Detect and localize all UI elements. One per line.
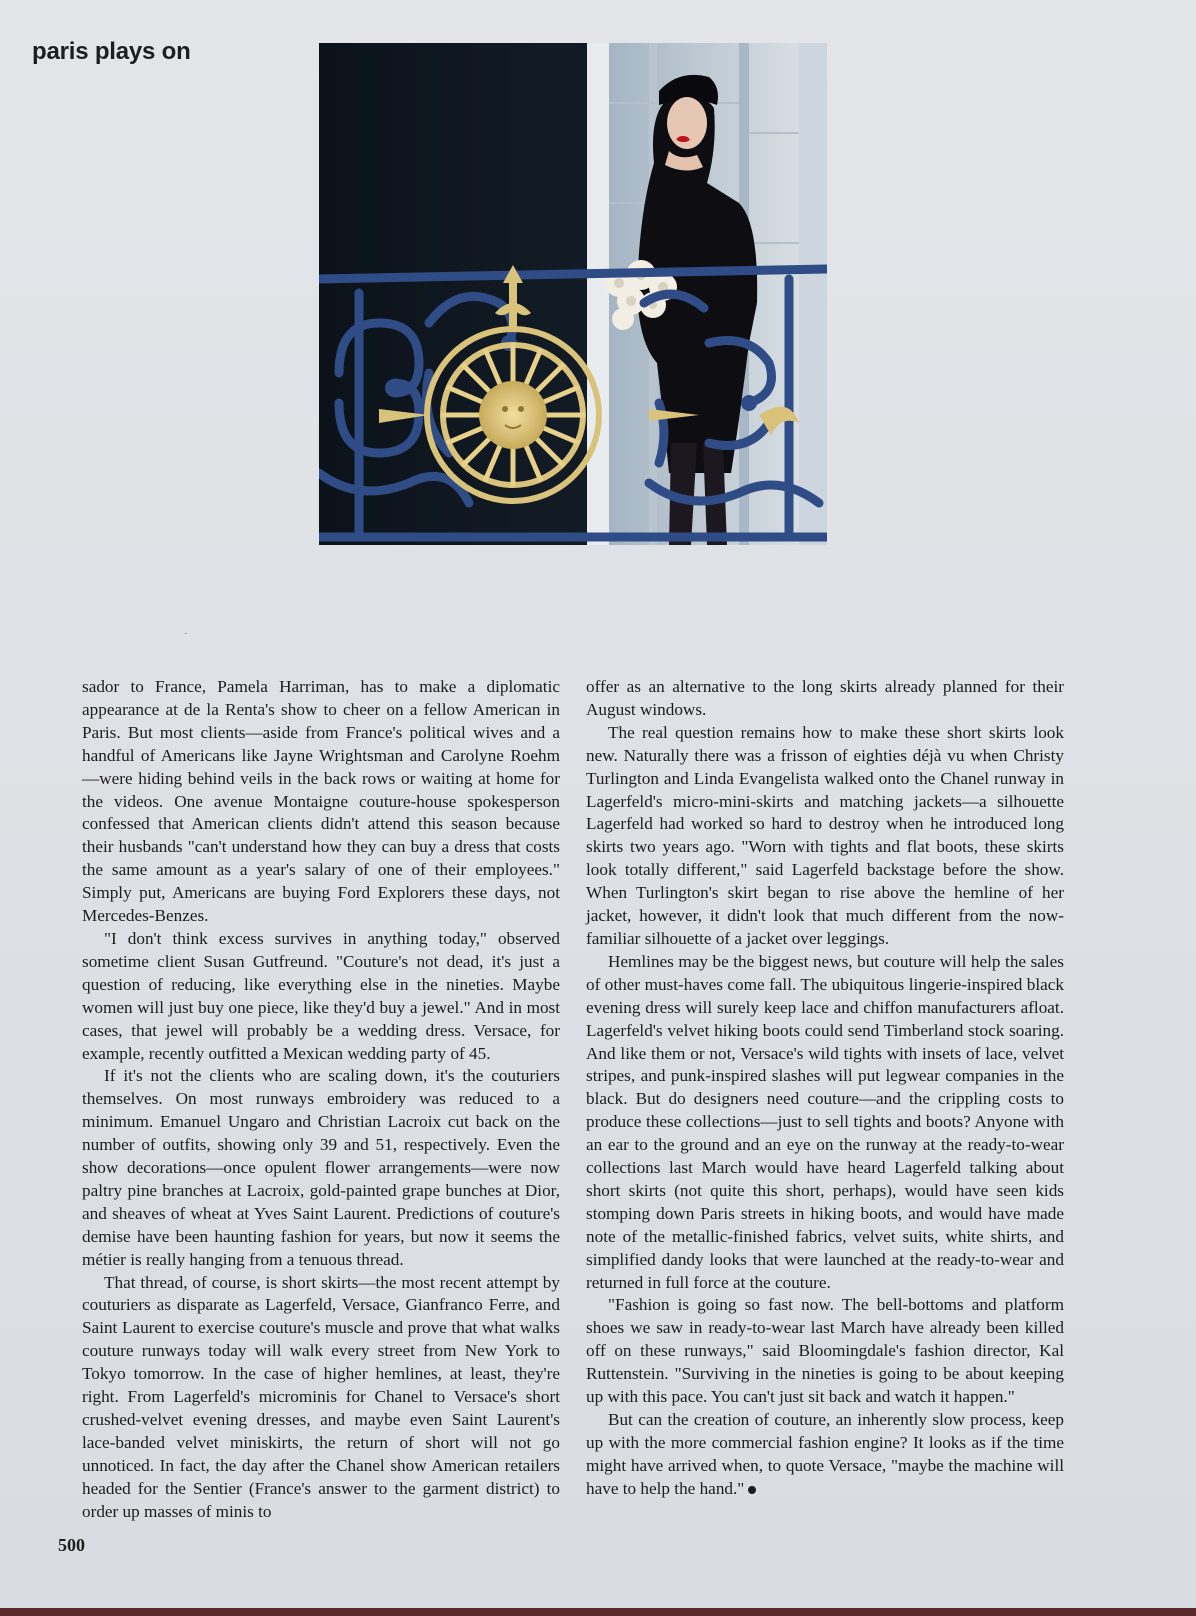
article-column-left (82, 676, 560, 1524)
paragraph: sador to France, Pamela Harriman, has to make a diplomatic appearance at de la Renta's show to cheer on a fellow American in Paris. But most clients—aside from France's political wives and a handful of Americans like Jayne Wrightsman and Carolyne Roehm—were hiding behind veils in the back rows or waiting at home for the videos. One avenue Montaigne couture-house spokesperson confessed that American clients didn't attend this season because their husbands "can't understand how they can buy a dress that costs the same amount as a year's salary of one of their employees." Simply put, Americans are buying Ford Explorers these days, not Mercedes-Benzes. (82, 677, 560, 926)
section-title: paris plays on (32, 38, 191, 65)
balcony-photo-illustration (319, 43, 827, 545)
paragraph: Hemlines may be the biggest news, but couture will help the sales of other must-haves come fall. The ubiquitous lingerie-inspired black evening dress will surely keep lace and chiffon manufacturers afloat. Lagerfeld's velvet hiking boots could send Timberland stock soaring. And like them or not, Versace's wild tights with insets of lace, velvet stripes, and punk-inspired slashes will put legwear companies in the black. But do designers need couture—and the crippling costs to produce these collections—just to sell tights and boots? Anyone with an ear to the ground and an eye on the runway at the ready-to-wear collections last March would have heard Lagerfeld talking about short skirts (not quite this short, perhaps), would have seen kids stomping down Paris streets in hiking boots, and would have made note of the metallic-finished fabrics, velvet suits, white shirts, and simplified dandy looks that were launched at the ready-to-wear and returned in full force at the couture. (586, 951, 1064, 1292)
final-paragraph-text: But can the creation of couture, an inherently slow process, keep up with the more commercial fashion engine? It looks as if the time might have arrived when, to quote Versace, "maybe the machine will have to help the hand." (586, 1410, 1064, 1498)
paragraph: The real question remains how to make these short skirts look new. Naturally there was a frisson of eighties déjà vu when Christy Turlington and Linda Evangelista walked onto the Chanel runway in Lagerfeld's micro-mini-skirts and matching jackets—a silhouette Lagerfeld had worked so hard to destroy when he introduced long skirts two years ago. "Worn with tights and flat boots, these skirts look totally different," said Lagerfeld backstage before the show. When Turlington's skirt began to rise above the hemline of her jacket, however, it didn't look that much different from the now-familiar silhouette of a jacket over leggings. (586, 722, 1064, 948)
end-mark-icon (748, 1486, 756, 1494)
article-column-right (586, 676, 1064, 1501)
paragraph: If it's not the clients who are scaling down, it's the couturiers themselves. On most runways embroidery was reduced to a minimum. Emanuel Ungaro and Christian Lacroix cut back on the number of outfits, showing only 39 and 51, respectively. Even the show decorations—once opulent flower arrangements—were now paltry pine branches at Lacroix, gold-painted grape bunches at Dior, and sheaves of wheat at Yves Saint Laurent. Predictions of couture's demise have been haunting fashion for years, but now it seems the métier is really hanging from a tenuous thread. (82, 1066, 560, 1269)
page-number: 500 (58, 1535, 85, 1555)
page-edge (0, 1608, 1196, 1616)
stray-mark: ˷ (184, 624, 188, 635)
paragraph: That thread, of course, is short skirts—the most recent attempt by couturiers as disparate as Lagerfeld, Versace, Gianfranco Ferre, and Saint Laurent to exercise couture's muscle and prove that what walks couture runways today will walk every street from New York to Tokyo tomorrow. In the case of higher hemlines, at least, they're right. From Lagerfeld's microminis for Chanel to Versace's short crushed-velvet evening dresses, and maybe even Saint Laurent's lace-banded velvet miniskirts, the return of short will not go unnoticed. In fact, the day after the Chanel show American retailers headed for the Sentier (France's answer to the garment district) to order up masses of minis to (82, 1272, 560, 1521)
paragraph: "I don't think excess survives in anything today," observed sometime client Susan Gutfreund. "Couture's not dead, it's just a question of reducing, like everything else in the nineties. Maybe women will just buy one piece, like they'd buy a jewel." And in most cases, that jewel will probably be a wedding dress. Versace, for example, recently outfitted a Mexican wedding party of 45. (82, 928, 560, 1063)
photo-woman-on-balcony (319, 43, 827, 545)
paragraph: offer as an alternative to the long skirts already planned for their August windows. (586, 677, 1064, 719)
paragraph: "Fashion is going so fast now. The bell-bottoms and platform shoes we saw in ready-to-wear last March have already been killed off on these runways," said Bloomingdale's fashion director, Kal Ruttenstein. "Surviving in the nineties is going to be about keeping up with this pace. You can't just sit back and watch it happen." (586, 1295, 1064, 1407)
paragraph-final (586, 1409, 1064, 1501)
